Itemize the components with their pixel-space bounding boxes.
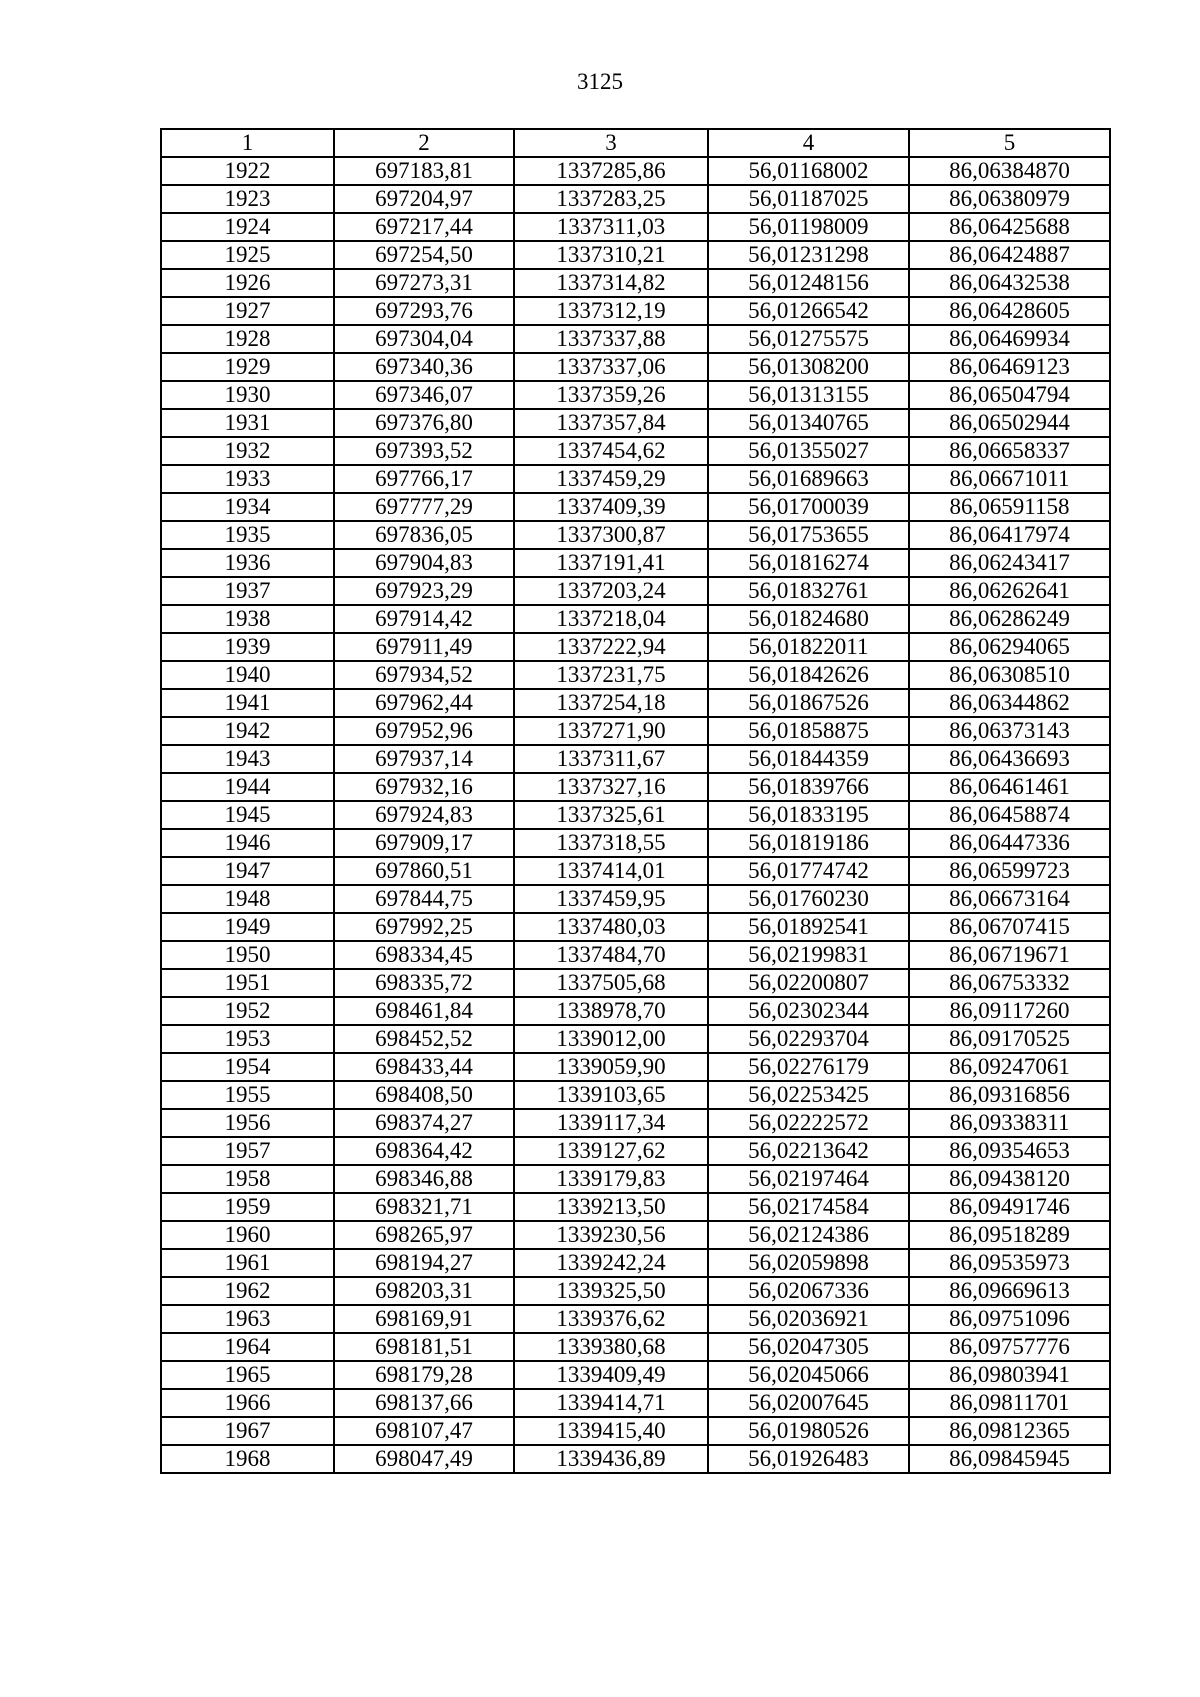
table-row xyxy=(161,605,1110,633)
point-number-cell: 1967 xyxy=(161,1417,334,1445)
longitude-cell: 86,06469934 xyxy=(909,325,1110,353)
longitude-cell: 86,06707415 xyxy=(909,913,1110,941)
column-header: 5 xyxy=(909,129,1110,157)
longitude-cell: 86,06658337 xyxy=(909,437,1110,465)
latitude-cell: 56,01844359 xyxy=(708,745,909,773)
table-row xyxy=(161,437,1110,465)
latitude-cell: 56,02302344 xyxy=(708,997,909,1025)
longitude-cell: 86,06243417 xyxy=(909,549,1110,577)
y-coordinate-cell: 1339415,40 xyxy=(514,1417,708,1445)
x-coordinate-cell: 697937,14 xyxy=(334,745,514,773)
latitude-cell: 56,01313155 xyxy=(708,381,909,409)
longitude-cell: 86,06502944 xyxy=(909,409,1110,437)
y-coordinate-cell: 1339127,62 xyxy=(514,1137,708,1165)
point-number-cell: 1960 xyxy=(161,1221,334,1249)
latitude-cell: 56,01760230 xyxy=(708,885,909,913)
y-coordinate-cell: 1337480,03 xyxy=(514,913,708,941)
table-row xyxy=(161,1025,1110,1053)
table-row xyxy=(161,325,1110,353)
point-number-cell: 1939 xyxy=(161,633,334,661)
x-coordinate-cell: 697304,04 xyxy=(334,325,514,353)
table-row xyxy=(161,1221,1110,1249)
latitude-cell: 56,01858875 xyxy=(708,717,909,745)
x-coordinate-cell: 697904,83 xyxy=(334,549,514,577)
table-row xyxy=(161,857,1110,885)
x-coordinate-cell: 698433,44 xyxy=(334,1053,514,1081)
latitude-cell: 56,02276179 xyxy=(708,1053,909,1081)
longitude-cell: 86,09247061 xyxy=(909,1053,1110,1081)
latitude-cell: 56,01700039 xyxy=(708,493,909,521)
longitude-cell: 86,09812365 xyxy=(909,1417,1110,1445)
x-coordinate-cell: 698203,31 xyxy=(334,1277,514,1305)
point-number-cell: 1928 xyxy=(161,325,334,353)
point-number-cell: 1961 xyxy=(161,1249,334,1277)
point-number-cell: 1965 xyxy=(161,1361,334,1389)
longitude-cell: 86,09438120 xyxy=(909,1165,1110,1193)
latitude-cell: 56,02253425 xyxy=(708,1081,909,1109)
x-coordinate-cell: 697934,52 xyxy=(334,661,514,689)
longitude-cell: 86,06424887 xyxy=(909,241,1110,269)
x-coordinate-cell: 697217,44 xyxy=(334,213,514,241)
latitude-cell: 56,01833195 xyxy=(708,801,909,829)
table-row xyxy=(161,689,1110,717)
table-row xyxy=(161,409,1110,437)
table-row xyxy=(161,493,1110,521)
longitude-cell: 86,06286249 xyxy=(909,605,1110,633)
point-number-cell: 1926 xyxy=(161,269,334,297)
x-coordinate-cell: 698194,27 xyxy=(334,1249,514,1277)
latitude-cell: 56,01355027 xyxy=(708,437,909,465)
x-coordinate-cell: 697183,81 xyxy=(334,157,514,185)
column-header: 4 xyxy=(708,129,909,157)
y-coordinate-cell: 1337454,62 xyxy=(514,437,708,465)
longitude-cell: 86,06671011 xyxy=(909,465,1110,493)
x-coordinate-cell: 697204,97 xyxy=(334,185,514,213)
y-coordinate-cell: 1339436,89 xyxy=(514,1445,708,1473)
y-coordinate-cell: 1339409,49 xyxy=(514,1361,708,1389)
x-coordinate-cell: 697923,29 xyxy=(334,577,514,605)
latitude-cell: 56,01842626 xyxy=(708,661,909,689)
point-number-cell: 1932 xyxy=(161,437,334,465)
y-coordinate-cell: 1337254,18 xyxy=(514,689,708,717)
point-number-cell: 1948 xyxy=(161,885,334,913)
x-coordinate-cell: 698346,88 xyxy=(334,1165,514,1193)
latitude-cell: 56,02047305 xyxy=(708,1333,909,1361)
point-number-cell: 1927 xyxy=(161,297,334,325)
longitude-cell: 86,06428605 xyxy=(909,297,1110,325)
latitude-cell: 56,02059898 xyxy=(708,1249,909,1277)
x-coordinate-cell: 698452,52 xyxy=(334,1025,514,1053)
latitude-cell: 56,01980526 xyxy=(708,1417,909,1445)
point-number-cell: 1953 xyxy=(161,1025,334,1053)
latitude-cell: 56,02067336 xyxy=(708,1277,909,1305)
x-coordinate-cell: 697777,29 xyxy=(334,493,514,521)
latitude-cell: 56,01832761 xyxy=(708,577,909,605)
x-coordinate-cell: 697962,44 xyxy=(334,689,514,717)
y-coordinate-cell: 1337414,01 xyxy=(514,857,708,885)
point-number-cell: 1951 xyxy=(161,969,334,997)
y-coordinate-cell: 1337484,70 xyxy=(514,941,708,969)
latitude-cell: 56,01340765 xyxy=(708,409,909,437)
x-coordinate-cell: 697376,80 xyxy=(334,409,514,437)
table-row xyxy=(161,801,1110,829)
table-row xyxy=(161,1081,1110,1109)
latitude-cell: 56,02222572 xyxy=(708,1109,909,1137)
latitude-cell: 56,01867526 xyxy=(708,689,909,717)
table-row xyxy=(161,773,1110,801)
longitude-cell: 86,09316856 xyxy=(909,1081,1110,1109)
table-row xyxy=(161,1109,1110,1137)
latitude-cell: 56,01822011 xyxy=(708,633,909,661)
table-row xyxy=(161,885,1110,913)
latitude-cell: 56,01753655 xyxy=(708,521,909,549)
point-number-cell: 1941 xyxy=(161,689,334,717)
y-coordinate-cell: 1339059,90 xyxy=(514,1053,708,1081)
longitude-cell: 86,06425688 xyxy=(909,213,1110,241)
y-coordinate-cell: 1337310,21 xyxy=(514,241,708,269)
longitude-cell: 86,09354653 xyxy=(909,1137,1110,1165)
y-coordinate-cell: 1337325,61 xyxy=(514,801,708,829)
latitude-cell: 56,01689663 xyxy=(708,465,909,493)
longitude-cell: 86,06719671 xyxy=(909,941,1110,969)
y-coordinate-cell: 1337505,68 xyxy=(514,969,708,997)
y-coordinate-cell: 1337327,16 xyxy=(514,773,708,801)
x-coordinate-cell: 697911,49 xyxy=(334,633,514,661)
point-number-cell: 1958 xyxy=(161,1165,334,1193)
y-coordinate-cell: 1337285,86 xyxy=(514,157,708,185)
point-number-cell: 1945 xyxy=(161,801,334,829)
y-coordinate-cell: 1339380,68 xyxy=(514,1333,708,1361)
latitude-cell: 56,01816274 xyxy=(708,549,909,577)
table-row xyxy=(161,1305,1110,1333)
table-row xyxy=(161,185,1110,213)
y-coordinate-cell: 1337203,24 xyxy=(514,577,708,605)
table-row xyxy=(161,1053,1110,1081)
x-coordinate-cell: 697952,96 xyxy=(334,717,514,745)
y-coordinate-cell: 1337459,29 xyxy=(514,465,708,493)
y-coordinate-cell: 1337409,39 xyxy=(514,493,708,521)
latitude-cell: 56,02293704 xyxy=(708,1025,909,1053)
table-row xyxy=(161,717,1110,745)
y-coordinate-cell: 1337459,95 xyxy=(514,885,708,913)
longitude-cell: 86,09170525 xyxy=(909,1025,1110,1053)
longitude-cell: 86,09845945 xyxy=(909,1445,1110,1473)
point-number-cell: 1963 xyxy=(161,1305,334,1333)
y-coordinate-cell: 1338978,70 xyxy=(514,997,708,1025)
x-coordinate-cell: 698137,66 xyxy=(334,1389,514,1417)
y-coordinate-cell: 1337311,03 xyxy=(514,213,708,241)
latitude-cell: 56,02174584 xyxy=(708,1193,909,1221)
longitude-cell: 86,06753332 xyxy=(909,969,1110,997)
point-number-cell: 1944 xyxy=(161,773,334,801)
point-number-cell: 1938 xyxy=(161,605,334,633)
latitude-cell: 56,01275575 xyxy=(708,325,909,353)
longitude-cell: 86,06417974 xyxy=(909,521,1110,549)
latitude-cell: 56,02213642 xyxy=(708,1137,909,1165)
longitude-cell: 86,06591158 xyxy=(909,493,1110,521)
table-row xyxy=(161,353,1110,381)
point-number-cell: 1936 xyxy=(161,549,334,577)
longitude-cell: 86,06308510 xyxy=(909,661,1110,689)
x-coordinate-cell: 698364,42 xyxy=(334,1137,514,1165)
page-number: 3125 xyxy=(577,69,623,94)
y-coordinate-cell: 1337191,41 xyxy=(514,549,708,577)
table-row xyxy=(161,549,1110,577)
x-coordinate-cell: 697346,07 xyxy=(334,381,514,409)
column-header: 3 xyxy=(514,129,708,157)
y-coordinate-cell: 1339414,71 xyxy=(514,1389,708,1417)
longitude-cell: 86,06504794 xyxy=(909,381,1110,409)
y-coordinate-cell: 1339325,50 xyxy=(514,1277,708,1305)
y-coordinate-cell: 1339179,83 xyxy=(514,1165,708,1193)
longitude-cell: 86,06436693 xyxy=(909,745,1110,773)
longitude-cell: 86,09535973 xyxy=(909,1249,1110,1277)
latitude-cell: 56,02124386 xyxy=(708,1221,909,1249)
y-coordinate-cell: 1337283,25 xyxy=(514,185,708,213)
point-number-cell: 1956 xyxy=(161,1109,334,1137)
column-header: 2 xyxy=(334,129,514,157)
point-number-cell: 1925 xyxy=(161,241,334,269)
point-number-cell: 1949 xyxy=(161,913,334,941)
longitude-cell: 86,06294065 xyxy=(909,633,1110,661)
y-coordinate-cell: 1339103,65 xyxy=(514,1081,708,1109)
y-coordinate-cell: 1339230,56 xyxy=(514,1221,708,1249)
point-number-cell: 1933 xyxy=(161,465,334,493)
longitude-cell: 86,09338311 xyxy=(909,1109,1110,1137)
point-number-cell: 1947 xyxy=(161,857,334,885)
table-row xyxy=(161,521,1110,549)
table-row xyxy=(161,1165,1110,1193)
latitude-cell: 56,01248156 xyxy=(708,269,909,297)
x-coordinate-cell: 698461,84 xyxy=(334,997,514,1025)
longitude-cell: 86,06447336 xyxy=(909,829,1110,857)
point-number-cell: 1937 xyxy=(161,577,334,605)
table-row xyxy=(161,941,1110,969)
table-row xyxy=(161,241,1110,269)
x-coordinate-cell: 697909,17 xyxy=(334,829,514,857)
table-row xyxy=(161,577,1110,605)
longitude-cell: 86,06599723 xyxy=(909,857,1110,885)
longitude-cell: 86,09803941 xyxy=(909,1361,1110,1389)
table-row xyxy=(161,913,1110,941)
longitude-cell: 86,09491746 xyxy=(909,1193,1110,1221)
longitude-cell: 86,06262641 xyxy=(909,577,1110,605)
table-row xyxy=(161,1137,1110,1165)
latitude-cell: 56,01926483 xyxy=(708,1445,909,1473)
point-number-cell: 1929 xyxy=(161,353,334,381)
point-number-cell: 1940 xyxy=(161,661,334,689)
latitude-cell: 56,01892541 xyxy=(708,913,909,941)
latitude-cell: 56,01168002 xyxy=(708,157,909,185)
point-number-cell: 1964 xyxy=(161,1333,334,1361)
table-row xyxy=(161,465,1110,493)
longitude-cell: 86,06344862 xyxy=(909,689,1110,717)
longitude-cell: 86,06673164 xyxy=(909,885,1110,913)
point-number-cell: 1954 xyxy=(161,1053,334,1081)
x-coordinate-cell: 698321,71 xyxy=(334,1193,514,1221)
table-row xyxy=(161,1333,1110,1361)
x-coordinate-cell: 697924,83 xyxy=(334,801,514,829)
y-coordinate-cell: 1337337,06 xyxy=(514,353,708,381)
y-coordinate-cell: 1337337,88 xyxy=(514,325,708,353)
latitude-cell: 56,02197464 xyxy=(708,1165,909,1193)
longitude-cell: 86,06469123 xyxy=(909,353,1110,381)
y-coordinate-cell: 1337318,55 xyxy=(514,829,708,857)
latitude-cell: 56,01839766 xyxy=(708,773,909,801)
table-row xyxy=(161,269,1110,297)
y-coordinate-cell: 1337312,19 xyxy=(514,297,708,325)
table-row xyxy=(161,1361,1110,1389)
longitude-cell: 86,09518289 xyxy=(909,1221,1110,1249)
x-coordinate-cell: 697766,17 xyxy=(334,465,514,493)
longitude-cell: 86,06384870 xyxy=(909,157,1110,185)
longitude-cell: 86,09757776 xyxy=(909,1333,1110,1361)
table-row xyxy=(161,381,1110,409)
x-coordinate-cell: 697273,31 xyxy=(334,269,514,297)
x-coordinate-cell: 698374,27 xyxy=(334,1109,514,1137)
y-coordinate-cell: 1337311,67 xyxy=(514,745,708,773)
point-number-cell: 1931 xyxy=(161,409,334,437)
y-coordinate-cell: 1337359,26 xyxy=(514,381,708,409)
x-coordinate-cell: 698335,72 xyxy=(334,969,514,997)
x-coordinate-cell: 698169,91 xyxy=(334,1305,514,1333)
y-coordinate-cell: 1339012,00 xyxy=(514,1025,708,1053)
latitude-cell: 56,01231298 xyxy=(708,241,909,269)
table-row xyxy=(161,745,1110,773)
x-coordinate-cell: 697992,25 xyxy=(334,913,514,941)
longitude-cell: 86,09669613 xyxy=(909,1277,1110,1305)
x-coordinate-cell: 697860,51 xyxy=(334,857,514,885)
point-number-cell: 1935 xyxy=(161,521,334,549)
point-number-cell: 1943 xyxy=(161,745,334,773)
point-number-cell: 1955 xyxy=(161,1081,334,1109)
latitude-cell: 56,01819186 xyxy=(708,829,909,857)
point-number-cell: 1930 xyxy=(161,381,334,409)
table-row xyxy=(161,1249,1110,1277)
x-coordinate-cell: 697340,36 xyxy=(334,353,514,381)
table-body xyxy=(161,157,1110,1473)
x-coordinate-cell: 697914,42 xyxy=(334,605,514,633)
y-coordinate-cell: 1337300,87 xyxy=(514,521,708,549)
point-number-cell: 1950 xyxy=(161,941,334,969)
x-coordinate-cell: 697293,76 xyxy=(334,297,514,325)
point-number-cell: 1946 xyxy=(161,829,334,857)
table-row xyxy=(161,1445,1110,1473)
point-number-cell: 1952 xyxy=(161,997,334,1025)
latitude-cell: 56,02045066 xyxy=(708,1361,909,1389)
y-coordinate-cell: 1337218,04 xyxy=(514,605,708,633)
longitude-cell: 86,06373143 xyxy=(909,717,1110,745)
point-number-cell: 1942 xyxy=(161,717,334,745)
x-coordinate-cell: 697254,50 xyxy=(334,241,514,269)
point-number-cell: 1934 xyxy=(161,493,334,521)
point-number-cell: 1968 xyxy=(161,1445,334,1473)
x-coordinate-cell: 697836,05 xyxy=(334,521,514,549)
latitude-cell: 56,02199831 xyxy=(708,941,909,969)
table-row xyxy=(161,1193,1110,1221)
table-row xyxy=(161,1277,1110,1305)
longitude-cell: 86,09117260 xyxy=(909,997,1110,1025)
x-coordinate-cell: 698265,97 xyxy=(334,1221,514,1249)
latitude-cell: 56,01824680 xyxy=(708,605,909,633)
x-coordinate-cell: 697393,52 xyxy=(334,437,514,465)
y-coordinate-cell: 1339376,62 xyxy=(514,1305,708,1333)
point-number-cell: 1962 xyxy=(161,1277,334,1305)
latitude-cell: 56,01774742 xyxy=(708,857,909,885)
table-row xyxy=(161,997,1110,1025)
x-coordinate-cell: 698334,45 xyxy=(334,941,514,969)
latitude-cell: 56,01187025 xyxy=(708,185,909,213)
x-coordinate-cell: 698408,50 xyxy=(334,1081,514,1109)
x-coordinate-cell: 697932,16 xyxy=(334,773,514,801)
longitude-cell: 86,06458874 xyxy=(909,801,1110,829)
latitude-cell: 56,02200807 xyxy=(708,969,909,997)
y-coordinate-cell: 1339117,34 xyxy=(514,1109,708,1137)
table-row xyxy=(161,1389,1110,1417)
y-coordinate-cell: 1337314,82 xyxy=(514,269,708,297)
table-row xyxy=(161,297,1110,325)
point-number-cell: 1923 xyxy=(161,185,334,213)
y-coordinate-cell: 1337271,90 xyxy=(514,717,708,745)
table-header xyxy=(161,129,1110,157)
table-row xyxy=(161,1417,1110,1445)
y-coordinate-cell: 1337222,94 xyxy=(514,633,708,661)
header-row xyxy=(161,129,1110,157)
x-coordinate-cell: 697844,75 xyxy=(334,885,514,913)
y-coordinate-cell: 1337231,75 xyxy=(514,661,708,689)
table-row xyxy=(161,633,1110,661)
x-coordinate-cell: 698181,51 xyxy=(334,1333,514,1361)
longitude-cell: 86,09811701 xyxy=(909,1389,1110,1417)
latitude-cell: 56,01308200 xyxy=(708,353,909,381)
point-number-cell: 1966 xyxy=(161,1389,334,1417)
point-number-cell: 1959 xyxy=(161,1193,334,1221)
longitude-cell: 86,06380979 xyxy=(909,185,1110,213)
latitude-cell: 56,02007645 xyxy=(708,1389,909,1417)
table-row xyxy=(161,661,1110,689)
x-coordinate-cell: 698179,28 xyxy=(334,1361,514,1389)
latitude-cell: 56,01266542 xyxy=(708,297,909,325)
point-number-cell: 1924 xyxy=(161,213,334,241)
longitude-cell: 86,06461461 xyxy=(909,773,1110,801)
table-row xyxy=(161,157,1110,185)
point-number-cell: 1957 xyxy=(161,1137,334,1165)
x-coordinate-cell: 698047,49 xyxy=(334,1445,514,1473)
longitude-cell: 86,09751096 xyxy=(909,1305,1110,1333)
y-coordinate-cell: 1339213,50 xyxy=(514,1193,708,1221)
y-coordinate-cell: 1339242,24 xyxy=(514,1249,708,1277)
coordinates-table xyxy=(160,128,1111,1474)
column-header: 1 xyxy=(161,129,334,157)
table-row xyxy=(161,213,1110,241)
y-coordinate-cell: 1337357,84 xyxy=(514,409,708,437)
point-number-cell: 1922 xyxy=(161,157,334,185)
table-row xyxy=(161,829,1110,857)
latitude-cell: 56,01198009 xyxy=(708,213,909,241)
latitude-cell: 56,02036921 xyxy=(708,1305,909,1333)
longitude-cell: 86,06432538 xyxy=(909,269,1110,297)
table-row xyxy=(161,969,1110,997)
x-coordinate-cell: 698107,47 xyxy=(334,1417,514,1445)
